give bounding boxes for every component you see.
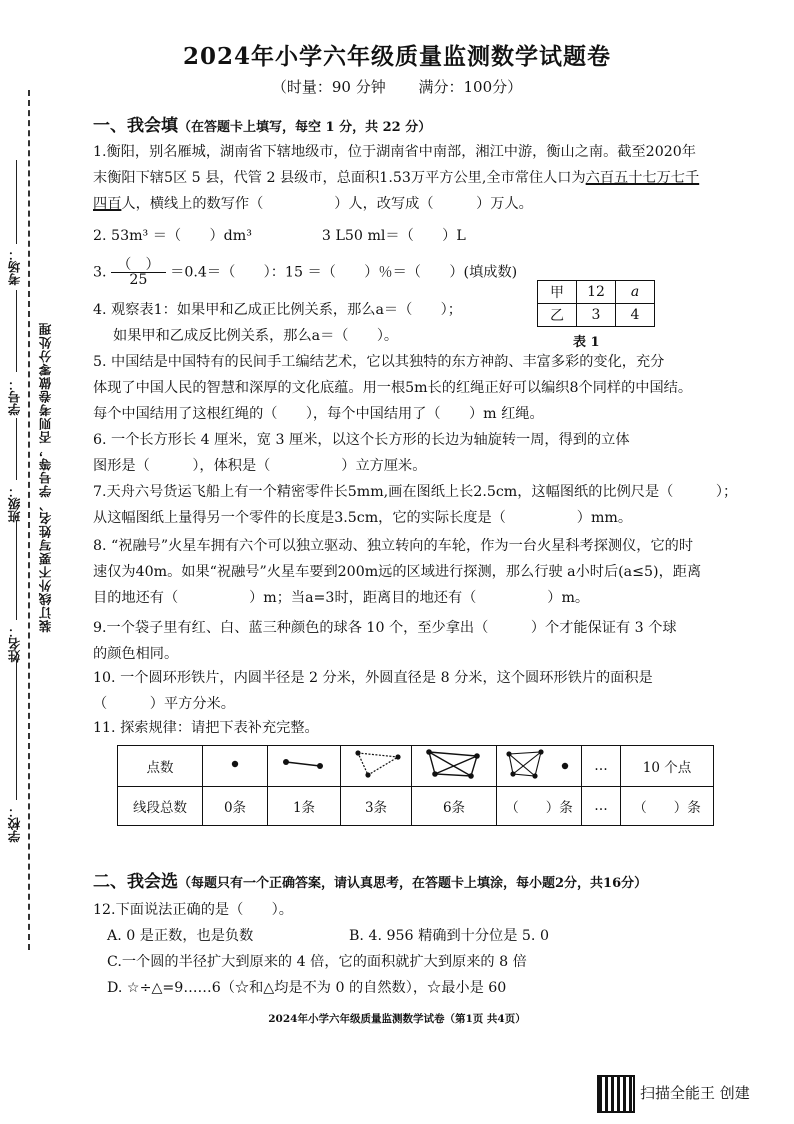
q10-line2: （ ）平方分米。 bbox=[93, 696, 235, 712]
q11-line1: 11. 探索规律：请把下表补充完整。 bbox=[93, 720, 319, 736]
table-1-row: 甲 12 a bbox=[538, 281, 655, 304]
time-limit: （时量：90 分钟 bbox=[271, 78, 386, 96]
page-title: 2024年小学六年级质量监测数学试题卷 bbox=[182, 43, 611, 70]
table-1-row: 乙 3 4 bbox=[538, 304, 655, 327]
q4-line2: 如果甲和乙成反比例关系，那么a＝（ ）。 bbox=[113, 328, 399, 344]
scanner-watermark: 扫描全能王 创建 bbox=[640, 1084, 750, 1102]
q4-line1: 4. 观察表1：如果甲和乙成正比例关系，那么a＝（ ）； bbox=[93, 302, 462, 318]
point-figure-3 bbox=[341, 746, 412, 787]
q5-line2: 体现了中国人民的智慧和深厚的文化底蕴。用一根5m长的红绳正好可以编织8个同样的中国结。 bbox=[93, 380, 693, 396]
q1-line1: 1.衡阳，别名雁城，湖南省下辖地级市，位于湖南省中南部，湘江中游，衡山之南。截至2020年 bbox=[93, 144, 696, 160]
point-figure-4 bbox=[412, 746, 497, 787]
q10-line1: 10. 一个圆环形铁片，内圆半径是 2 分米，外圆直径是 8 分米，这个圆环形铁片的面积是 bbox=[93, 670, 653, 686]
q3-line: 3. $\frac{( )}{25}$ ＝0.4＝（ ）：15 ＝（ ）％＝（ ）(填成数) bbox=[93, 257, 518, 288]
q6-line1: 6. 一个长方形长 4 厘米，宽 3 厘米，以这个长方形的长边为轴旋转一周，得到的立体 bbox=[93, 432, 630, 448]
q6-line2: 图形是（ ），体积是（ ）立方厘米。 bbox=[93, 458, 427, 474]
q8-line2: 速仅为40m。如果“祝融号”火星车要到200m远的区域进行探测，那么行驶 a小时后(a≤5)，距离 bbox=[93, 564, 702, 580]
page-footer: 2024年小学六年级质量监测数学试卷（第1页 共4页） bbox=[268, 1013, 526, 1025]
student-no-blank bbox=[16, 290, 17, 372]
name-blank bbox=[16, 520, 17, 620]
q7-line2: 从这幅图纸上量得另一个零件的长度是3.5cm，它的实际长度是（ ）mm。 bbox=[93, 510, 633, 526]
class-label: 班级： bbox=[7, 485, 22, 523]
q12-option-d: D. ☆÷△=9……6（☆和△均是不为 0 的自然数），☆最小是 60 bbox=[107, 980, 507, 996]
q5-line1: 5. 中国结是中国特有的民间手工编结艺术，它以其独特的东方神韵、丰富多彩的变化，充分 bbox=[93, 354, 665, 370]
exam-room-blank bbox=[16, 160, 17, 244]
school-blank bbox=[16, 660, 17, 800]
full-score: 满分：100分） bbox=[418, 78, 523, 96]
table-1-caption: 表 1 bbox=[573, 335, 600, 350]
pattern-table bbox=[117, 745, 714, 826]
q1-line2: 末衡阳下辖5区 5 县，代管 2 县级市，总面积1.53万平方公里,全市常住人口为六百五十七万七千 bbox=[93, 170, 700, 186]
q8-line1: 8. “祝融号”火星车拥有六个可以独立驱动、独立转向的车轮，作为一台火星科考探测仪，它的时 bbox=[93, 538, 694, 554]
point-figure-2 bbox=[268, 746, 341, 787]
q1-line3: 四百人，横线上的数写作（ ）人，改写成（ ）万人。 bbox=[93, 196, 533, 212]
q8-line3: 目的地还有（ ）m；当a=3时，距离目的地还有（ ）m。 bbox=[93, 590, 590, 606]
table-1 bbox=[537, 280, 655, 327]
q7-line1: 7.天舟六号货运飞船上有一个精密零件长5mm,画在图纸上长2.5cm，这幅图纸的比例尺是（ ）； bbox=[93, 484, 738, 500]
name-label: 姓名： bbox=[7, 625, 22, 663]
table-row: 点数 … 10 个点 bbox=[118, 746, 714, 787]
section2-heading: 二、我会选（每题只有一个正确答案，请认真思考，在答题卡上填涂，每小题2分，共16分） bbox=[93, 872, 648, 892]
q12-option-c: C.一个圆的半径扩大到原来的 4 倍，它的面积就扩大到原来的 8 倍 bbox=[107, 954, 527, 970]
section1-heading: 一、我会填（在答题卡上填写，每空 1 分，共 22 分） bbox=[93, 116, 432, 136]
q5-line3: 每个中国结用了这根红绳的（ ），每个中国结用了（ ）m 红绳。 bbox=[93, 406, 544, 422]
q12-option-a: A. 0 是正数，也是负数 bbox=[107, 928, 254, 944]
q2-line: 2. 53m³ ＝（ ）dm³ 3 L50 ml＝（ ）L bbox=[93, 228, 466, 244]
exam-info bbox=[0, 76, 794, 97]
table-row: 线段总数 0条 1条 3条 6条 （ ）条 … （ ）条 bbox=[118, 787, 714, 826]
binding-warning: 装订线外不要写姓名、学号等，否则考卷做零分处理 bbox=[38, 322, 53, 633]
point-figure-1 bbox=[203, 746, 268, 787]
q12-option-b: B. 4. 956 精确到十分位是 5. 0 bbox=[349, 928, 549, 944]
point-figure-5 bbox=[497, 746, 582, 787]
exam-room-label: 考场： bbox=[7, 248, 22, 286]
q9-line1: 9.一个袋子里有红、白、蓝三种颜色的球各 10 个，至少拿出（ ）个才能保证有 3 个球 bbox=[93, 620, 677, 636]
binding-dashed-line bbox=[28, 90, 30, 950]
student-no-label: 学号： bbox=[7, 378, 22, 416]
q3-fraction: $\frac{( )}{25}$ bbox=[111, 258, 166, 287]
q9-line2: 的颜色相同。 bbox=[93, 646, 179, 662]
q12-stem: 12.下面说法正确的是（ ）。 bbox=[93, 902, 293, 918]
class-blank bbox=[16, 418, 17, 480]
qr-code-icon bbox=[597, 1075, 635, 1113]
school-label: 学校： bbox=[7, 805, 22, 843]
